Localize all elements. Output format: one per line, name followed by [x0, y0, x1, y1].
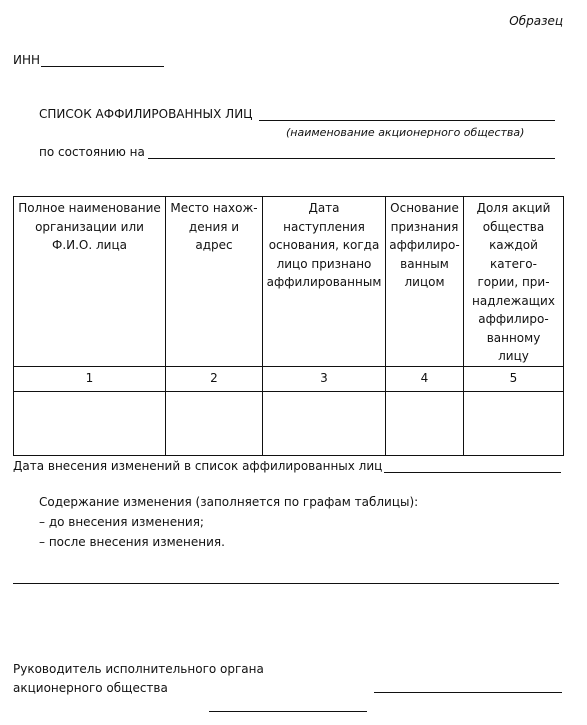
- header-line: Дата наступления: [283, 201, 365, 234]
- header-line: аффилиро-: [478, 312, 549, 326]
- header-line: ванным: [400, 256, 449, 271]
- header-line: гории, при-: [477, 275, 550, 289]
- header-cell-share: [464, 197, 564, 367]
- affiliates-table: [13, 196, 564, 456]
- header-line: организации или: [35, 219, 144, 234]
- column-number: 1: [14, 366, 166, 391]
- table-cell-empty[interactable]: [464, 391, 564, 455]
- as-of-date-field[interactable]: [148, 158, 555, 159]
- header-line: аффилиро-: [389, 238, 460, 252]
- header-line: каждой катего-: [489, 238, 538, 271]
- header-line: Основание: [390, 201, 459, 215]
- header-line: признания: [390, 219, 459, 234]
- header-line: лицу: [498, 349, 529, 363]
- header-cell-location: [166, 197, 263, 367]
- column-number: 5: [464, 366, 564, 391]
- header-cell-basis: [386, 197, 464, 367]
- table-cell-empty[interactable]: [14, 391, 166, 455]
- before-change-item: – до внесения изменения;: [39, 515, 204, 529]
- header-line: Ф.И.О. лица: [52, 238, 127, 252]
- inn-label: ИНН: [13, 53, 41, 67]
- change-date-field[interactable]: [384, 472, 561, 473]
- column-number: 2: [166, 366, 263, 391]
- header-cell-date: [263, 197, 386, 367]
- header-line: надлежащих: [472, 293, 555, 308]
- table-cell-empty[interactable]: [386, 391, 464, 455]
- company-name-field[interactable]: [259, 120, 555, 121]
- header-cell-name: [14, 197, 166, 367]
- header-line: Доля акций: [476, 201, 551, 215]
- header-line: основания, когда: [268, 238, 380, 252]
- header-line: лицо признано: [276, 256, 372, 271]
- list-title: СПИСОК АФФИЛИРОВАННЫХ ЛИЦ: [39, 107, 253, 121]
- column-number: 3: [263, 366, 386, 391]
- table-number-row: [14, 366, 564, 391]
- header-line: Место нахож-: [170, 201, 258, 215]
- after-change-item: – после внесения изменения.: [39, 535, 225, 549]
- company-name-hint: (наименование акционерного общества): [286, 126, 525, 139]
- signatory-line-2: акционерного общества: [13, 681, 168, 695]
- header-line: общества: [482, 219, 545, 234]
- bottom-rule: [209, 711, 367, 712]
- change-date-label: Дата внесения изменений в список аффилированных лиц: [13, 459, 383, 473]
- signatory-line-1: Руководитель исполнительного органа: [13, 662, 264, 676]
- table-row: [14, 391, 564, 455]
- change-content-label: Содержание изменения (заполняется по графам таблицы):: [39, 495, 419, 509]
- column-number: 4: [386, 366, 464, 391]
- as-of-label: по состоянию на: [39, 145, 145, 159]
- table-cell-empty[interactable]: [166, 391, 263, 455]
- table-cell-empty[interactable]: [263, 391, 386, 455]
- inn-field[interactable]: [41, 66, 164, 67]
- header-line: Полное наименование: [18, 201, 161, 215]
- header-line: дения и адрес: [188, 219, 240, 252]
- header-line: лицом: [404, 275, 445, 289]
- header-line: ванному: [486, 330, 541, 345]
- sample-label: Образец: [509, 14, 563, 28]
- header-line: аффилированным: [266, 275, 382, 289]
- signature-field[interactable]: [374, 692, 562, 693]
- table-header-row: [14, 197, 564, 367]
- change-content-field[interactable]: [13, 583, 559, 584]
